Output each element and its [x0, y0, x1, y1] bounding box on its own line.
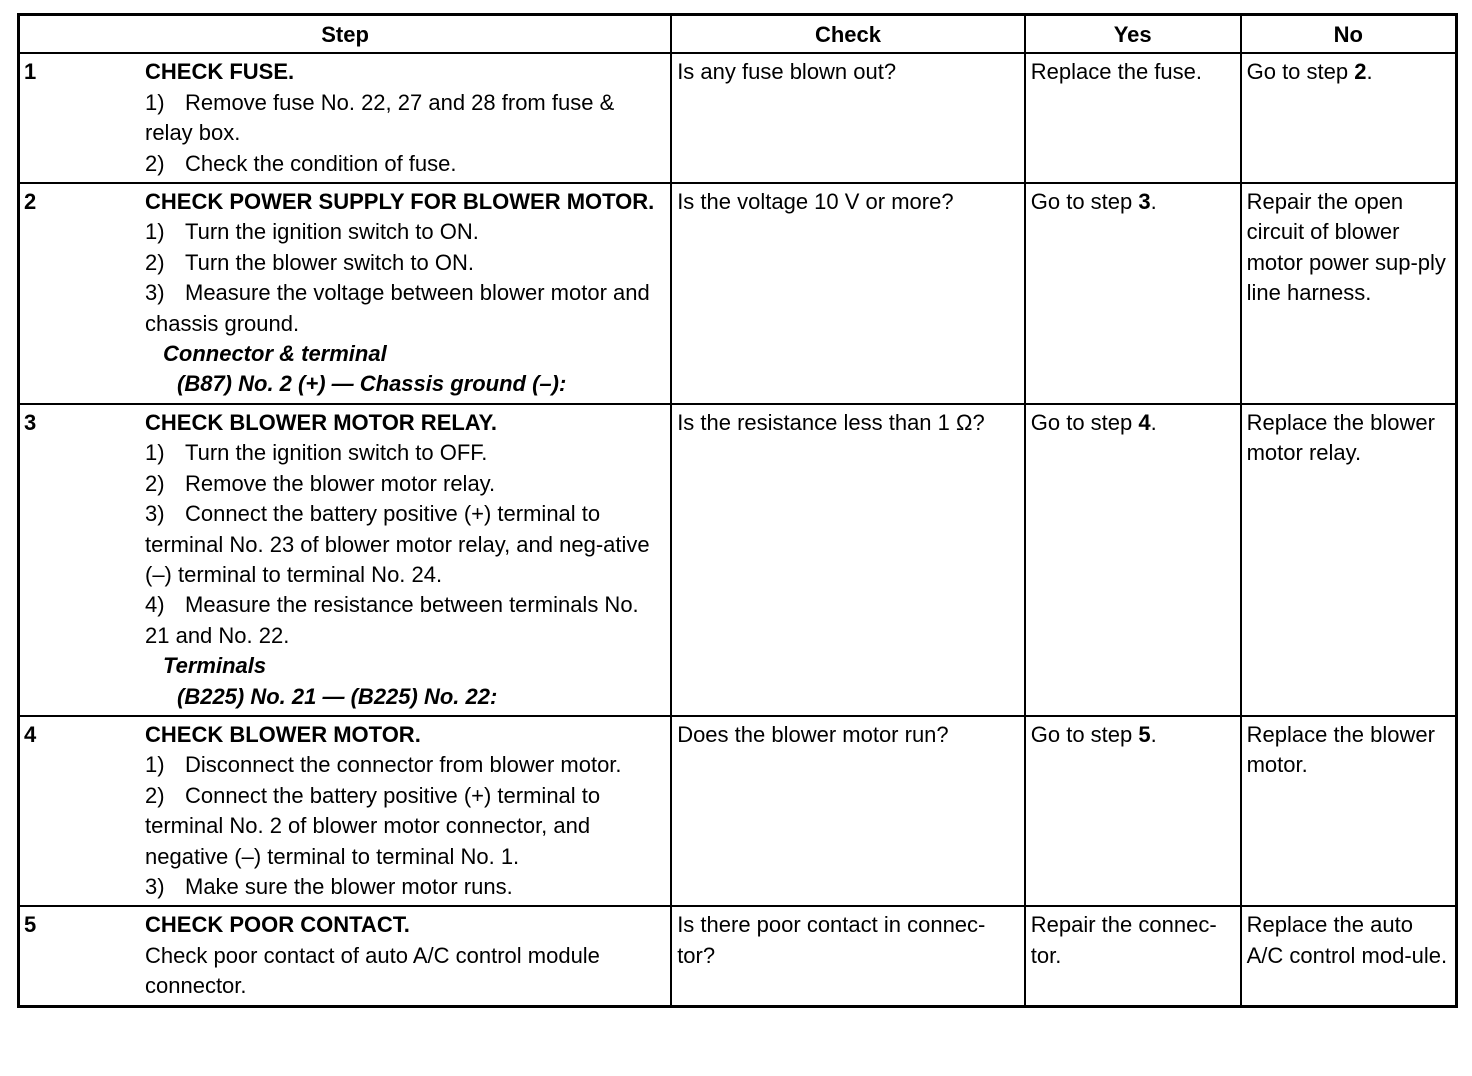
header-yes: Yes: [1025, 15, 1241, 54]
step-instruction: [145, 781, 665, 872]
step-body: [145, 720, 665, 902]
instruction-text: Measure the voltage between blower motor and chassis ground.: [145, 280, 650, 336]
no-step-ref: 2: [1354, 59, 1367, 85]
yes-cell: Repair the connec-tor.: [1025, 906, 1241, 1006]
yes-step-ref: 5: [1138, 721, 1151, 747]
table-row: [19, 404, 1457, 716]
table-header-row: [19, 15, 1457, 54]
step-cell: [19, 53, 672, 183]
step-instruction: [145, 278, 665, 339]
yes-text: Go to step: [1030, 189, 1139, 215]
step-instruction: [145, 88, 665, 149]
step-instruction: [145, 248, 665, 278]
instruction-number: 2): [145, 249, 165, 275]
yes-text-end: .: [1150, 189, 1157, 215]
no-cell: [1241, 53, 1457, 183]
instruction-number: 1): [145, 752, 165, 778]
table-row: [19, 906, 1457, 1006]
yes-step-ref: 4: [1138, 409, 1151, 435]
step-title: CHECK POWER SUPPLY FOR BLOWER MOTOR.: [145, 189, 655, 215]
step-cell: [19, 404, 672, 716]
instruction-number: 3): [145, 280, 165, 306]
no-cell: Replace the auto A/C control mod-ule.: [1241, 906, 1457, 1006]
no-cell: Replace the blower motor.: [1241, 716, 1457, 906]
yes-text: Go to step: [1030, 721, 1139, 747]
yes-text-end: .: [1150, 721, 1157, 747]
instruction-text: Disconnect the connector from blower motor.: [185, 752, 622, 778]
header-check: Check: [671, 15, 1025, 54]
check-cell: Is the resistance less than 1 Ω?: [671, 404, 1025, 716]
instruction-number: 2): [145, 470, 165, 496]
no-cell: Repair the open circuit of blower motor power sup-ply line harness.: [1241, 183, 1457, 404]
step-instruction: [145, 217, 665, 247]
header-no: No: [1241, 15, 1457, 54]
yes-cell: [1025, 404, 1241, 716]
table-row: [19, 53, 1457, 183]
step-number: 5: [24, 912, 37, 938]
step-cell: [19, 183, 672, 404]
step-title: CHECK BLOWER MOTOR RELAY.: [145, 409, 498, 435]
step-title: CHECK FUSE.: [145, 59, 295, 85]
step-instruction: [145, 872, 665, 902]
instruction-number: 2): [145, 782, 165, 808]
yes-text-end: .: [1150, 409, 1157, 435]
step-instruction: [145, 499, 665, 590]
no-text: Go to step: [1246, 59, 1355, 85]
yes-text: Go to step: [1030, 409, 1139, 435]
check-cell: Does the blower motor run?: [671, 716, 1025, 906]
instruction-number: 3): [145, 501, 165, 527]
step-title: CHECK POOR CONTACT.: [145, 912, 410, 938]
instruction-text: Turn the ignition switch to ON.: [185, 219, 479, 245]
step-instruction: [145, 149, 665, 179]
instruction-number: 1): [145, 440, 165, 466]
yes-cell: [1025, 183, 1241, 404]
step-body: [145, 408, 665, 712]
instruction-number: 4): [145, 592, 165, 618]
instruction-text: Make sure the blower motor runs.: [185, 873, 513, 899]
instruction-text: Remove the blower motor relay.: [185, 470, 496, 496]
step-instruction: [145, 469, 665, 499]
no-text-end: .: [1366, 59, 1373, 85]
spec-value: (B225) No. 21 — (B225) No. 22:: [177, 683, 498, 709]
step-number: 2: [24, 189, 37, 215]
instruction-number: 1): [145, 89, 165, 115]
instruction-text: Remove fuse No. 22, 27 and 28 from fuse & relay box.: [145, 89, 615, 146]
check-cell: Is any fuse blown out?: [671, 53, 1025, 183]
step-number: 3: [24, 409, 37, 435]
instruction-number: 1): [145, 219, 165, 245]
table-row: [19, 716, 1457, 906]
instruction-number: 2): [145, 150, 165, 176]
spec-value: (B87) No. 2 (+) — Chassis ground (–):: [177, 371, 567, 397]
check-cell: Is there poor contact in connec-tor?: [671, 906, 1025, 1006]
instruction-text: Connect the battery positive (+) terminal to terminal No. 23 of blower motor relay, and neg-ative (–) terminal to terminal No. 24.: [145, 501, 650, 587]
step-body: [145, 910, 665, 1001]
step-instruction: [145, 590, 665, 651]
instruction-text: Check the condition of fuse.: [185, 150, 457, 176]
diagnostic-table: [17, 13, 1458, 1008]
step-body: [145, 187, 665, 400]
yes-cell: Replace the fuse.: [1025, 53, 1241, 183]
step-cell: [19, 716, 672, 906]
step-body: [145, 57, 665, 179]
table-row: [19, 183, 1457, 404]
step-cell: [19, 906, 672, 1006]
spec-label: Connector & terminal: [163, 341, 387, 367]
instruction-number: 3): [145, 873, 165, 899]
check-cell: Is the voltage 10 V or more?: [671, 183, 1025, 404]
step-instruction: [145, 438, 665, 468]
instruction-text: Turn the ignition switch to OFF.: [185, 440, 488, 466]
step-title: CHECK BLOWER MOTOR.: [145, 721, 421, 747]
step-number: 1: [24, 59, 37, 85]
yes-step-ref: 3: [1138, 189, 1151, 215]
yes-cell: [1025, 716, 1241, 906]
instruction-text: Connect the battery positive (+) terminal to terminal No. 2 of blower motor connector, and negative (–) terminal to terminal No. 1.: [145, 782, 601, 869]
instruction-text: Turn the blower switch to ON.: [185, 249, 474, 275]
spec-label: Terminals: [163, 653, 267, 679]
step-text: Check poor contact of auto A/C control module connector.: [145, 942, 600, 999]
header-step: Step: [19, 15, 672, 54]
instruction-text: Measure the resistance between terminals No. 21 and No. 22.: [145, 592, 639, 648]
no-cell: Replace the blower motor relay.: [1241, 404, 1457, 716]
step-instruction: [145, 750, 665, 780]
step-number: 4: [24, 721, 37, 747]
